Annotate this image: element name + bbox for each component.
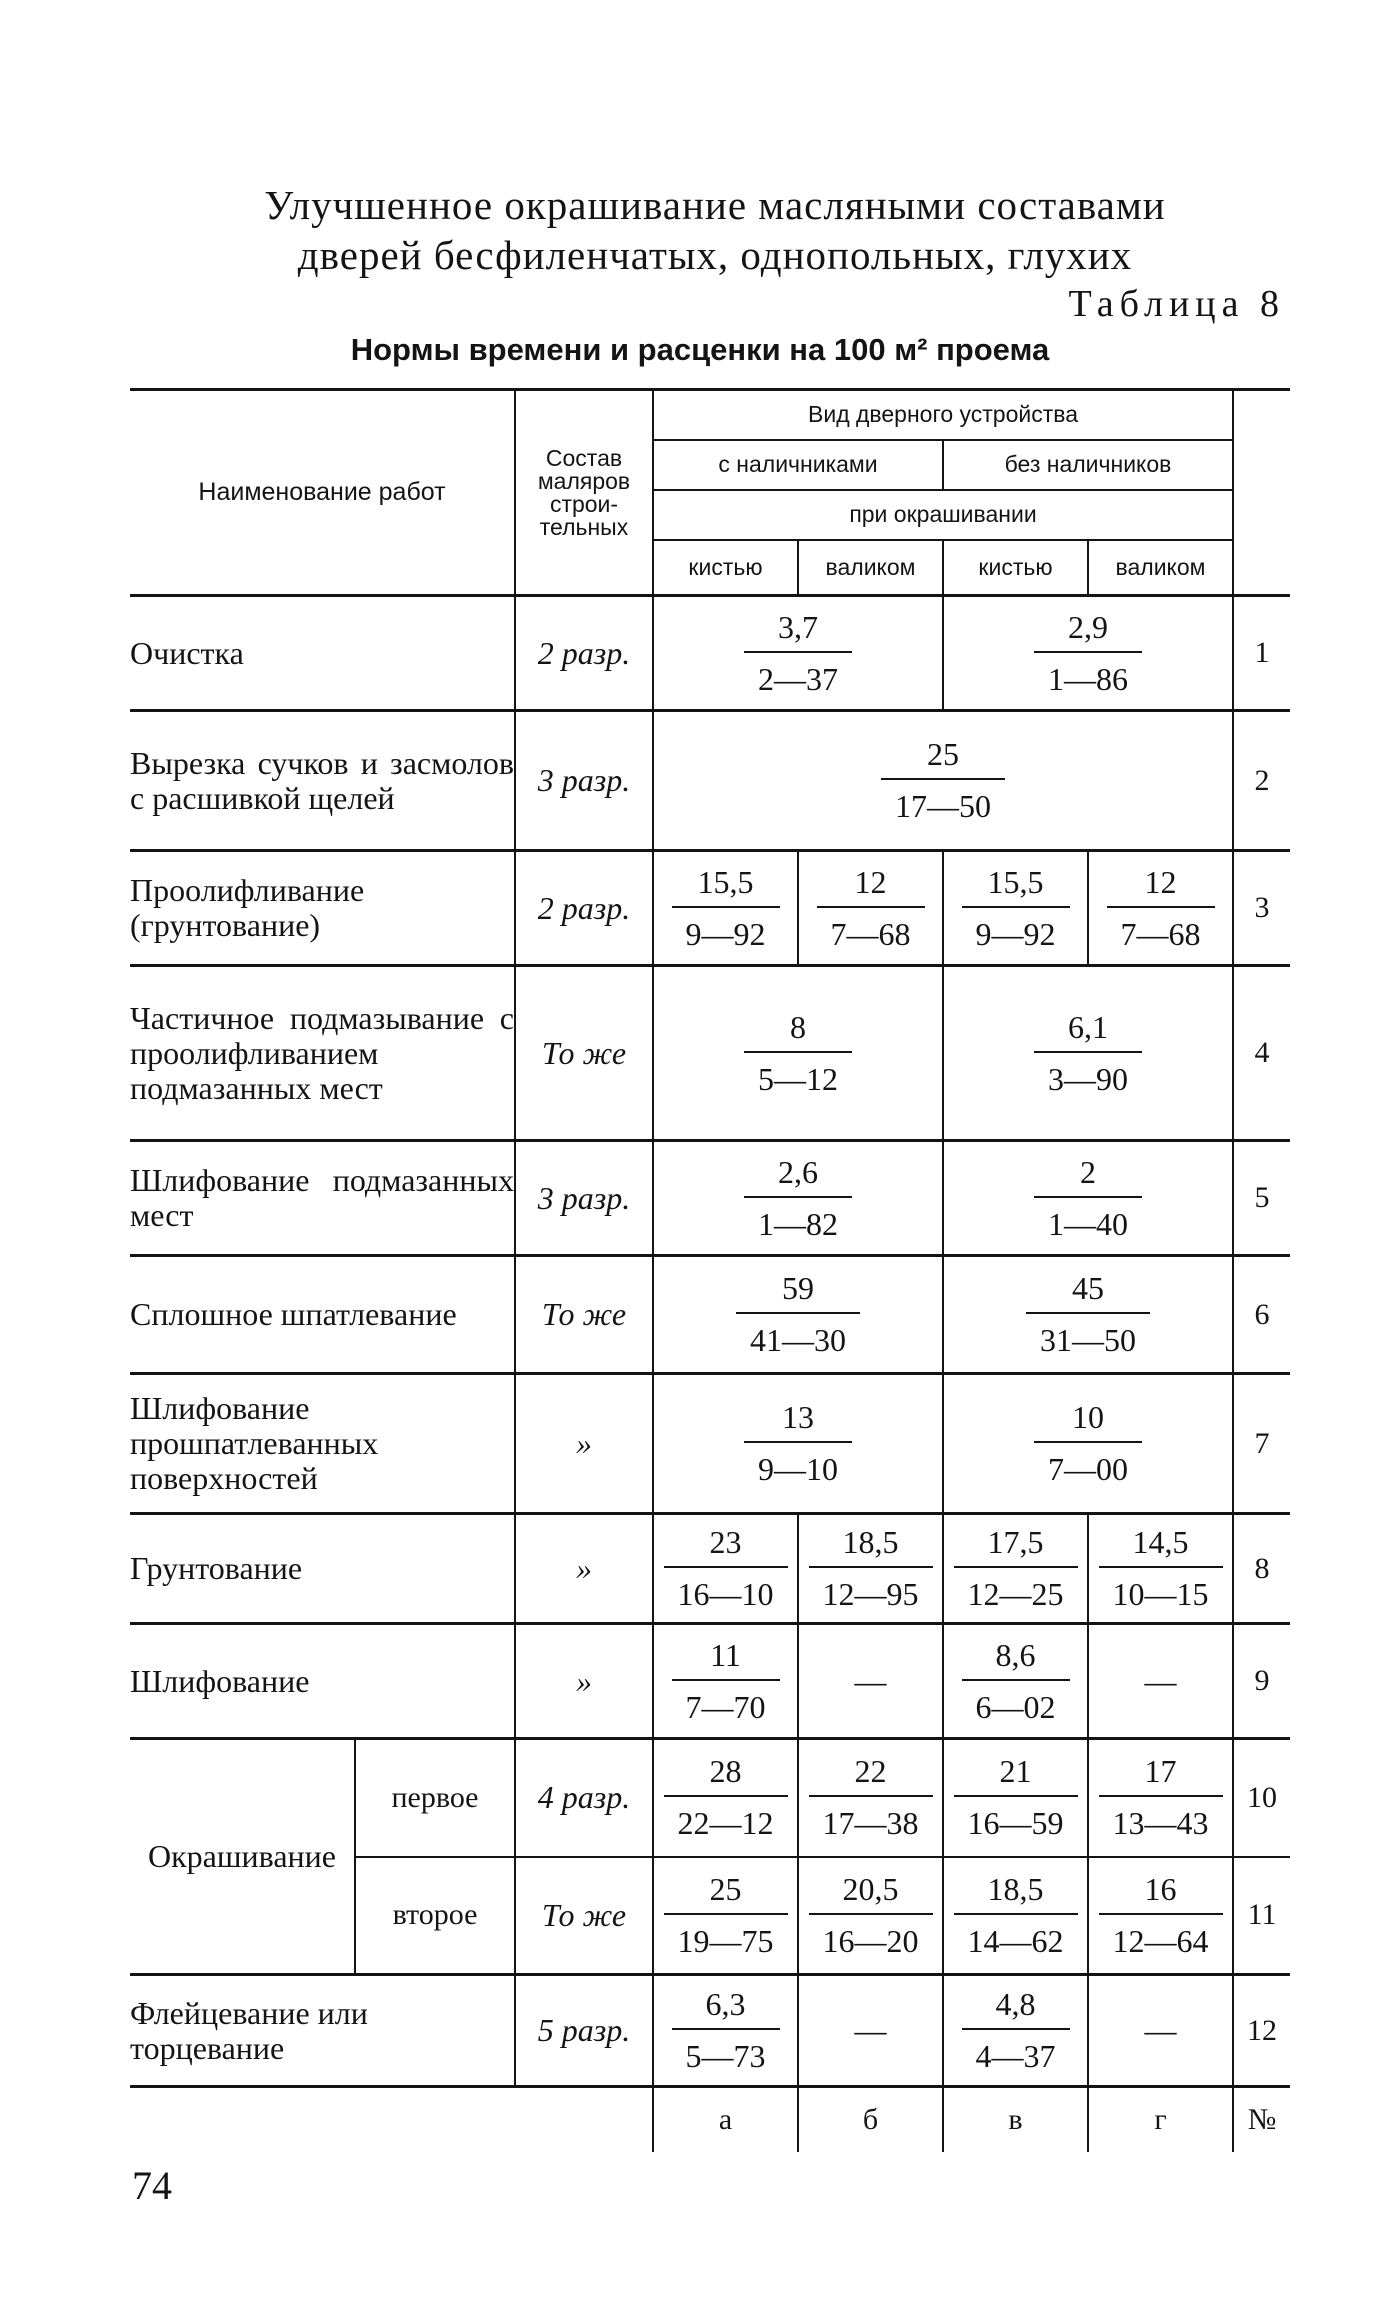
row-number: 12: [1247, 2013, 1278, 2047]
value-fraction: $\frac{13}{9—10}$: [744, 1399, 852, 1487]
header-vid: Вид дверного устройства: [653, 390, 1233, 440]
row-razr: То же: [515, 966, 653, 1141]
value-fraction: $\frac{22}{17—38}$: [809, 1753, 933, 1841]
table-row: [130, 596, 1290, 711]
value-fraction: $\frac{2}{1—40}$: [1034, 1154, 1142, 1242]
value-fraction: $\frac{8,6}{6—02}$: [962, 1637, 1070, 1725]
row-name: Частичное подмазывание с проолифливанием подмазанных мест: [130, 966, 515, 1141]
value-fraction: $\frac{59}{41—30}$: [736, 1270, 860, 1358]
header-pri: при окрашивании: [653, 490, 1233, 540]
row-name: Сплошное шпатлевание: [130, 1256, 515, 1374]
value-fraction: $\frac{17}{13—43}$: [1099, 1753, 1223, 1841]
header-kist-v: кистью: [943, 540, 1088, 596]
title-line-1: Улучшенное окрашивание масляными составами: [264, 182, 1166, 228]
table-row: [130, 1141, 1290, 1256]
row-number: 8: [1254, 1551, 1270, 1585]
value-fraction: $\frac{12}{7—68}$: [1107, 864, 1215, 952]
header-valik-b: валиком: [798, 540, 943, 596]
value-fraction: $\frac{4,8}{4—37}$: [962, 1986, 1070, 2074]
col-letter-b: б: [798, 2087, 943, 2153]
row-razr: 2 разр.: [515, 596, 653, 711]
table-row: [130, 966, 1290, 1141]
row-name: Шлифование подмазанных мест: [130, 1141, 515, 1256]
header-sostav: Состав маляров строи-тельных: [515, 390, 653, 596]
value-fraction: $\frac{17,5}{12—25}$: [954, 1524, 1078, 1612]
row-razr: 3 разр.: [515, 711, 653, 851]
row-number: 2: [1254, 763, 1270, 797]
table-row: [130, 851, 1290, 966]
col-letter-v: в: [943, 2087, 1088, 2153]
norms-table: [130, 388, 1290, 2152]
row-name: Окрашивание: [130, 1739, 355, 1975]
value-fraction: $\frac{14,5}{10—15}$: [1099, 1524, 1223, 1612]
row-number: 3: [1254, 891, 1270, 924]
row-name: Проолифливание (грунтование): [130, 851, 515, 966]
row-number: 7: [1254, 1426, 1270, 1460]
row-name: Шлифование: [130, 1624, 515, 1739]
value-fraction: $\frac{12}{7—68}$: [817, 864, 925, 952]
row-razr: »: [515, 1514, 653, 1624]
table-row: [130, 1624, 1290, 1739]
row-number: 4: [1254, 1036, 1270, 1069]
value-fraction: $\frac{2,9}{1—86}$: [1034, 609, 1142, 697]
row-razr: 4 разр.: [515, 1739, 653, 1857]
value-fraction: $\frac{23}{16—10}$: [664, 1524, 788, 1612]
value-fraction: $\frac{25}{19—75}$: [664, 1871, 788, 1959]
row-razr: То же: [515, 1256, 653, 1374]
title-line-2: дверей бесфиленчатых, однопольных, глухих: [297, 232, 1133, 278]
header-valik-g: валиком: [1088, 540, 1233, 596]
value-fraction: $\frac{8}{5—12}$: [744, 1009, 852, 1097]
row-razr: »: [515, 1624, 653, 1739]
value-dash: —: [798, 1624, 943, 1739]
value-fraction: $\frac{20,5}{16—20}$: [809, 1871, 933, 1959]
value-fraction: $\frac{16}{12—64}$: [1099, 1871, 1223, 1959]
row-razr: 2 разр.: [515, 851, 653, 966]
header-name: Наименование работ: [130, 390, 515, 596]
value-fraction: $\frac{11}{7—70}$: [672, 1637, 780, 1725]
value-fraction: $\frac{45}{31—50}$: [1026, 1270, 1150, 1358]
table-row: [130, 1975, 1290, 2087]
row-name: Очистка: [130, 596, 515, 711]
row-name: Шлифование прошпатлеванных поверхностей: [130, 1374, 515, 1514]
table-row: [130, 711, 1290, 851]
row-number: 1: [1254, 636, 1270, 669]
row-razr: 3 разр.: [515, 1141, 653, 1256]
row-number: 6: [1254, 1297, 1270, 1331]
value-fraction: $\frac{18,5}{12—95}$: [809, 1524, 933, 1612]
row-razr: »: [515, 1374, 653, 1514]
col-letter-g: г: [1088, 2087, 1233, 2153]
row-razr: То же: [515, 1857, 653, 1975]
header-bez-nal: без наличников: [943, 440, 1233, 490]
value-fraction: $\frac{18,5}{14—62}$: [954, 1871, 1078, 1959]
col-letter-a: а: [653, 2087, 798, 2153]
value-fraction: $\frac{3,7}{2—37}$: [744, 609, 852, 697]
row-number: 9: [1254, 1664, 1270, 1697]
row-number: 10: [1233, 1739, 1290, 1857]
page-title: [150, 180, 1280, 280]
value-fraction: $\frac{25}{17—50}$: [881, 736, 1005, 824]
row-number: 5: [1254, 1181, 1270, 1214]
page-number: 74: [132, 2163, 172, 2208]
value-fraction: $\frac{21}{16—59}$: [954, 1753, 1078, 1841]
value-dash: —: [1088, 1624, 1233, 1739]
value-fraction: $\frac{2,6}{1—82}$: [744, 1154, 852, 1242]
table-label: Таблица 8: [1068, 283, 1285, 325]
row-number: 11: [1247, 1898, 1277, 1932]
value-fraction: $\frac{15,5}{9—92}$: [672, 864, 780, 952]
value-fraction: $\frac{15,5}{9—92}$: [962, 864, 1070, 952]
column-letters-row: [130, 2087, 1290, 2153]
row-sublabel: первое: [355, 1739, 515, 1857]
row-name: Грунтование: [130, 1514, 515, 1624]
col-number-sign: №: [1247, 2103, 1277, 2136]
table-row: [130, 1514, 1290, 1624]
value-fraction: $\frac{10}{7—00}$: [1034, 1399, 1142, 1487]
value-dash: —: [798, 1975, 943, 2087]
row-name: Вырезка сучков и засмолов с расшивкой щелей: [130, 711, 515, 851]
header-s-nal: с наличниками: [653, 440, 943, 490]
header-kist-a: кистью: [653, 540, 798, 596]
table-row: [130, 1256, 1290, 1374]
table-row: [130, 1739, 1290, 1857]
table-subtitle: Нормы времени и расценки на 100 м² проема: [350, 332, 1050, 367]
table-row: [130, 1374, 1290, 1514]
value-fraction: $\frac{28}{22—12}$: [664, 1753, 788, 1841]
value-dash: —: [1088, 1975, 1233, 2087]
row-name: Флейцевание или торцевание: [130, 1975, 515, 2087]
value-fraction: $\frac{6,3}{5—73}$: [672, 1986, 780, 2074]
row-razr: 5 разр.: [515, 1975, 653, 2087]
row-sublabel: второе: [355, 1857, 515, 1975]
value-fraction: $\frac{6,1}{3—90}$: [1034, 1009, 1142, 1097]
